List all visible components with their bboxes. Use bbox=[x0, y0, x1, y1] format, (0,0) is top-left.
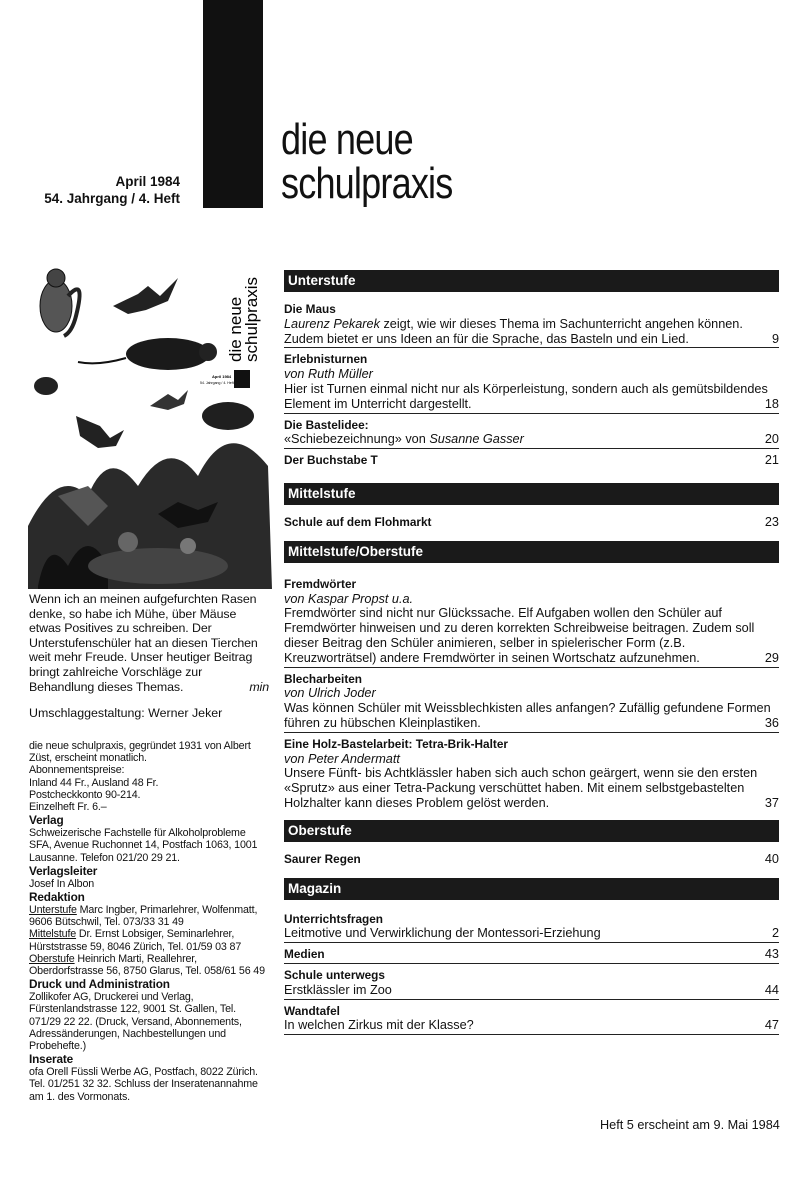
mini-issue-volume: 54. Jahrgang / 4. Heft bbox=[200, 381, 234, 385]
entry-title: Die Maus bbox=[284, 302, 336, 316]
toc-entry-blecharbeiten[interactable] bbox=[284, 672, 779, 733]
impressum-intro: die neue schulpraxis, gegründet 1931 von Albert Züst, erscheint monatlich. bbox=[29, 740, 251, 765]
toc-entry-flohmarkt[interactable] bbox=[284, 515, 779, 531]
impressum-prices-line2: Postcheckkonto 90-214. bbox=[29, 788, 141, 801]
entry-author: von Ruth Müller bbox=[284, 367, 373, 382]
toc-entry-wandtafel[interactable] bbox=[284, 1004, 779, 1036]
section-magazin: Magazin bbox=[284, 878, 779, 900]
impressum-prices-line3: Einzelheft Fr. 6.– bbox=[29, 801, 107, 814]
entry-title: Wandtafel bbox=[284, 1003, 340, 1018]
entry-page: 47 bbox=[759, 1018, 779, 1033]
masthead bbox=[281, 115, 453, 208]
entry-author: von Peter Andermatt bbox=[284, 751, 400, 766]
section-unterstufe: Unterstufe bbox=[284, 270, 779, 292]
cover-masthead-line2: schulpraxis bbox=[242, 276, 261, 362]
redaktion-mittelstufe-text: Dr. Ernst Lobsiger, Seminarlehrer, Hürststrasse 59, 8046 Zürich, Tel. 01/59 03 87 bbox=[29, 928, 242, 953]
mouse-figure bbox=[34, 377, 58, 395]
entry-page: 37 bbox=[759, 796, 779, 811]
redaktion-mittelstufe-label: Mittelstufe bbox=[29, 928, 77, 941]
entry-title: Fremdwörter bbox=[284, 576, 357, 591]
entry-description: In welchen Zirkus mit der Klasse? bbox=[284, 1018, 474, 1033]
impressum-prices-line1: Inland 44 Fr., Ausland 48 Fr. bbox=[29, 776, 159, 789]
entry-page: 18 bbox=[759, 397, 779, 412]
issue-info bbox=[44, 173, 180, 207]
entry-page: 2 bbox=[766, 926, 779, 941]
entry-description: Was können Schüler mit Weissblechkisten alles anfangen? Zufällig gefundene Formen führen zu hübschen Kleinplastiken. bbox=[284, 701, 771, 730]
toc-entry-buchstabe-t[interactable] bbox=[284, 453, 779, 469]
issue-volume: 54. Jahrgang / 4. Heft bbox=[44, 191, 180, 206]
mini-masthead-bar bbox=[234, 370, 250, 388]
issue-date: April 1984 bbox=[115, 174, 180, 189]
entry-page: 23 bbox=[759, 515, 779, 530]
impressum-verlagsleiter: Josef In Albon bbox=[29, 877, 95, 890]
entry-title: Blecharbeiten bbox=[284, 671, 363, 686]
entry-author: von Kaspar Propst u.a. bbox=[284, 591, 414, 606]
entry-title: Die Bastelidee: bbox=[284, 417, 369, 432]
masthead-line2: schulpraxis bbox=[281, 159, 453, 208]
editorial-text: Wenn ich an meinen aufgefurchten Rasen denke, so habe ich Mühe, über Mäuse etwas Positives zu schreiben. Der Unterstufenschüler hat an diesen Tierchen weit mehr Freude. Unser heutiger Beitrag bringt zahlreiche Vorschläge zur Behandlung dieses Themas. bbox=[29, 592, 258, 694]
impressum-redaktion-oberstufe bbox=[29, 953, 269, 977]
impressum-redaktion-unterstufe bbox=[29, 904, 269, 928]
entry-description: Unsere Fünft- bis Achtklässler haben sich auch schon geärgert, wenn sie den ersten «Sprutz» aus einer Tetra-Packung verschüttet haben. Mit einem selbstgebastelten Holzhalter kann dieses Problem gelöst werden. bbox=[284, 766, 758, 810]
impressum-verlagsleiter-heading: Verlagsleiter bbox=[29, 863, 98, 878]
toc-entry-saurer-regen[interactable] bbox=[284, 852, 779, 868]
impressum bbox=[29, 740, 269, 1103]
cover-illustration bbox=[28, 266, 272, 589]
entry-description: Fremdwörter sind nicht nur Glückssache. Elf Aufgaben wollen den Schüler auf Fremdwörter hinweisen und zu deren korrekten Schreibweise beitragen. Zudem soll dieser Beitrag den Schüler animieren, selber in spielerischer Form (z.B. Kreuzworträtsel) andere Fremdwörter in seinen Wortschatz aufzunehmen. bbox=[284, 606, 755, 665]
entry-page: 9 bbox=[766, 332, 779, 347]
entry-description: Leitmotive und Verwirklichung der Montessori-Erziehung bbox=[284, 926, 601, 941]
entry-description: Erstklässler im Zoo bbox=[284, 982, 392, 997]
entry-description: «Schiebezeichnung» von bbox=[284, 432, 430, 447]
editorial bbox=[29, 592, 269, 694]
section-mittelstufe-oberstufe: Mittelstufe/Oberstufe bbox=[284, 541, 779, 563]
entry-title: Schule unterwegs bbox=[284, 967, 385, 982]
toc-entry-die-maus[interactable] bbox=[284, 302, 779, 348]
entry-page: 43 bbox=[759, 947, 779, 962]
entry-page: 21 bbox=[759, 453, 779, 468]
section-oberstufe: Oberstufe bbox=[284, 820, 779, 842]
impressum-druck: Zollikofer AG, Druckerei und Verlag, Fürstenlandstrasse 122, 9001 St. Gallen, Tel. 071/29 22 22. (Druck, Versand, Abonnements, Adressänderungen, Nachbestellungen und Probehefte.) bbox=[29, 991, 242, 1053]
entry-title: Saurer Regen bbox=[284, 851, 361, 866]
table-of-contents bbox=[284, 270, 779, 1039]
impressum-prices-label: Abonnementspreise: bbox=[29, 764, 125, 777]
toc-entry-medien[interactable] bbox=[284, 947, 779, 964]
redaktion-unterstufe-text: Marc Ingber, Primarlehrer, Wolfenmatt, 9606 Bütschwil, Tel. 073/33 31 49 bbox=[29, 904, 258, 929]
entry-title: Medien bbox=[284, 947, 325, 962]
entry-title: Erlebnisturnen bbox=[284, 352, 368, 367]
entry-title: Schule auf dem Flohmarkt bbox=[284, 514, 432, 529]
redaktion-oberstufe-label: Oberstufe bbox=[29, 952, 75, 965]
header-black-bar bbox=[203, 0, 263, 208]
left-column bbox=[29, 592, 269, 720]
entry-description: Hier ist Turnen einmal nicht nur als Körperleistung, sondern auch als gemütsbildendes Element im Unterricht dargestellt. bbox=[284, 381, 768, 411]
toc-entry-schule-unterwegs[interactable] bbox=[284, 968, 779, 1000]
impressum-inserate-heading: Inserate bbox=[29, 1052, 74, 1067]
impressum-redaktion-heading: Redaktion bbox=[29, 890, 85, 905]
toc-entry-fremdwoerter[interactable] bbox=[284, 577, 779, 668]
entry-author: Laurenz Pekarek bbox=[284, 316, 380, 331]
entry-page: 44 bbox=[759, 983, 779, 998]
toc-entry-bastelidee[interactable] bbox=[284, 418, 779, 450]
cover-credit: Umschlaggestaltung: Werner Jeker bbox=[29, 706, 223, 721]
entry-page: 36 bbox=[759, 716, 779, 731]
entry-page: 20 bbox=[759, 432, 779, 447]
masthead-line1: die neue bbox=[281, 115, 413, 164]
redaktion-unterstufe-label: Unterstufe bbox=[29, 904, 77, 917]
toc-entry-tetra-brik-halter[interactable] bbox=[284, 737, 779, 812]
mini-issue-date: April 1984 bbox=[212, 374, 232, 379]
next-issue-notice: Heft 5 erscheint am 9. Mai 1984 bbox=[600, 1118, 780, 1132]
toc-entry-erlebnisturnen[interactable] bbox=[284, 352, 779, 413]
impressum-inserate: ofa Orell Füssli Werbe AG, Postfach, 8022 Zürich. Tel. 01/251 32 32. Schluss der Inseratenannahme am 1. des Vormonats. bbox=[29, 1066, 258, 1103]
impressum-druck-heading: Druck und Administration bbox=[29, 977, 170, 992]
entry-page: 40 bbox=[759, 852, 779, 867]
section-mittelstufe: Mittelstufe bbox=[284, 483, 779, 505]
spacer bbox=[284, 473, 779, 483]
entry-author: von Ulrich Joder bbox=[284, 686, 376, 701]
impressum-verlag: Schweizerische Fachstelle für Alkoholprobleme SFA, Avenue Ruchonnet 14, Postfach 1063, 1001 Lausanne. Telefon 021/20 29 21. bbox=[29, 827, 258, 864]
impressum-redaktion-mittelstufe bbox=[29, 928, 269, 952]
editorial-signature: min bbox=[249, 679, 269, 694]
cover-masthead-line1: die neue bbox=[226, 296, 245, 362]
entry-description: zeigt, wie wir dieses Thema im Sachunterricht angehen können. Zudem bietet er uns Ideen an für die Sprache, das Basteln und ein Lied. bbox=[284, 316, 743, 346]
entry-author: Susanne Gasser bbox=[429, 432, 524, 447]
entry-title: Eine Holz-Bastelarbeit: Tetra-Brik-Halter bbox=[284, 736, 508, 751]
redaktion-oberstufe-text: Heinrich Marti, Reallehrer, Oberdorfstrasse 56, 8750 Glarus, Tel. 058/61 56 49 bbox=[29, 952, 265, 978]
entry-page: 29 bbox=[759, 651, 779, 666]
entry-title: Unterrichtsfragen bbox=[284, 911, 383, 926]
impressum-verlag-heading: Verlag bbox=[29, 813, 64, 828]
entry-title: Der Buchstabe T bbox=[284, 453, 378, 468]
toc-entry-unterrichtsfragen[interactable] bbox=[284, 912, 779, 944]
